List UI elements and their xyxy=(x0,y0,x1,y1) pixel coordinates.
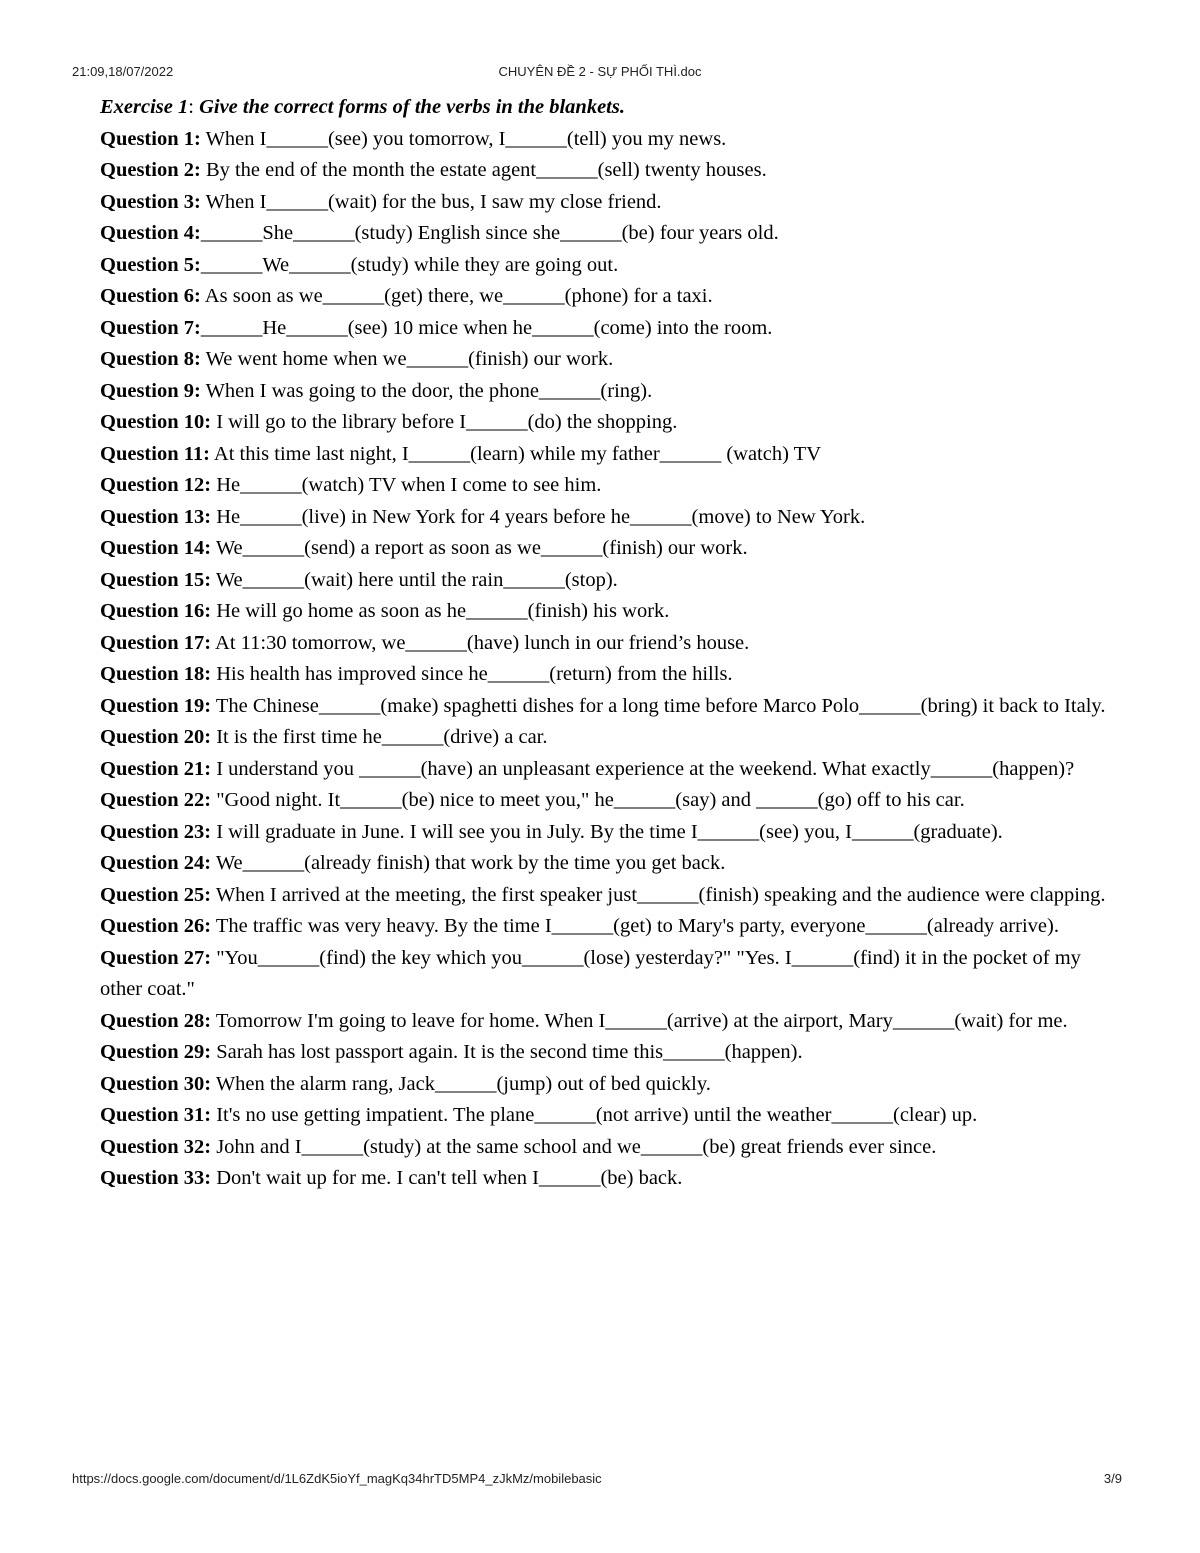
question-text: When I______(wait) for the bus, I saw my close friend. xyxy=(200,190,662,213)
question-label: Question 2: xyxy=(100,159,201,181)
question-text: I will go to the library before I______(do) the shopping. xyxy=(211,411,678,433)
question-label: Question 28: xyxy=(100,1009,212,1032)
question-label: Question 3: xyxy=(100,190,201,213)
question-text: He______(watch) TV when I come to see him. xyxy=(211,474,602,496)
question-item xyxy=(100,344,1110,376)
question-text: Tomorrow I'm going to leave for home. When I______(arrive) at the airport, Mary______(wait) for me. xyxy=(211,1009,1068,1032)
exercise-label: Exercise 1 xyxy=(100,96,189,118)
document-title: CHUYÊN ĐỀ 2 - SỰ PHỐI THÌ.doc xyxy=(498,64,702,79)
question-label: Question 25: xyxy=(100,883,212,906)
question-item xyxy=(100,565,1110,597)
question-item xyxy=(100,722,1110,754)
question-item xyxy=(100,659,1110,691)
question-item xyxy=(100,1037,1110,1069)
question-label: Question 27: xyxy=(100,946,212,969)
print-datetime: 21:09,18/07/2022 xyxy=(72,64,174,79)
question-item xyxy=(100,313,1110,345)
question-label: Question 6: xyxy=(100,285,201,307)
question-text: We______(wait) here until the rain______(stop). xyxy=(211,568,618,591)
question-text: John and I______(study) at the same school and we______(be) great friends ever since. xyxy=(211,1135,937,1158)
question-item xyxy=(100,1132,1110,1164)
question-text: We went home when we______(finish) our work. xyxy=(200,348,614,370)
question-item xyxy=(100,218,1110,250)
question-item xyxy=(100,1163,1110,1195)
question-item xyxy=(100,785,1110,817)
question-item xyxy=(100,596,1110,628)
question-label: Question 8: xyxy=(100,348,201,370)
question-label: Question 21: xyxy=(100,757,212,780)
question-item xyxy=(100,407,1110,439)
question-text: As soon as we______(get) there, we______(phone) for a taxi. xyxy=(200,285,713,307)
question-label: Question 33: xyxy=(100,1167,212,1189)
question-item xyxy=(100,817,1110,849)
exercise-heading xyxy=(100,92,1110,124)
question-label: Question 5: xyxy=(100,253,201,276)
question-text: I will graduate in June. I will see you in July. By the time I______(see) you, I______(graduate). xyxy=(211,820,1003,843)
question-label: Question 19: xyxy=(100,694,212,717)
question-label: Question 7: xyxy=(100,316,201,339)
question-item xyxy=(100,1100,1110,1132)
question-item xyxy=(100,1069,1110,1101)
question-item xyxy=(100,1006,1110,1038)
question-text: It's no use getting impatient. The plane______(not arrive) until the weather______(clear) up. xyxy=(211,1104,978,1126)
question-item xyxy=(100,943,1110,1006)
question-item xyxy=(100,124,1110,156)
question-item xyxy=(100,187,1110,219)
question-label: Question 22: xyxy=(100,789,212,811)
question-label: Question 4: xyxy=(100,222,201,244)
question-text: When the alarm rang, Jack______(jump) out of bed quickly. xyxy=(211,1072,711,1095)
question-item xyxy=(100,155,1110,187)
question-text: The traffic was very heavy. By the time I______(get) to Mary's party, everyone______(already arrive). xyxy=(211,915,1059,937)
question-label: Question 26: xyxy=(100,915,212,937)
question-text: When I arrived at the meeting, the first speaker just______(finish) speaking and the audience were clapping. xyxy=(211,883,1106,906)
question-item xyxy=(100,628,1110,660)
question-label: Question 1: xyxy=(100,127,201,150)
question-label: Question 17: xyxy=(100,631,212,654)
exercise-instruction: Give the correct forms of the verbs in the blankets. xyxy=(199,96,625,118)
question-text: His health has improved since he______(return) from the hills. xyxy=(211,663,733,685)
question-text: I understand you ______(have) an unpleasant experience at the weekend. What exactly______(happen)? xyxy=(211,757,1075,780)
question-label: Question 9: xyxy=(100,379,201,402)
question-text: ______We______(study) while they are going out. xyxy=(200,253,619,276)
question-item xyxy=(100,754,1110,786)
exercise-colon: : xyxy=(188,96,200,118)
page-number: 3/9 xyxy=(1103,1471,1122,1486)
question-label: Question 16: xyxy=(100,600,212,622)
question-label: Question 13: xyxy=(100,505,212,528)
question-text: By the end of the month the estate agent______(sell) twenty houses. xyxy=(200,159,767,181)
question-text: He will go home as soon as he______(finish) his work. xyxy=(211,600,670,622)
question-item xyxy=(100,533,1110,565)
question-text: He______(live) in New York for 4 years before he______(move) to New York. xyxy=(211,505,866,528)
question-label: Question 14: xyxy=(100,537,212,559)
question-label: Question 11: xyxy=(100,442,210,465)
question-label: Question 29: xyxy=(100,1041,212,1063)
question-text: We______(already finish) that work by the time you get back. xyxy=(211,852,726,874)
question-label: Question 20: xyxy=(100,726,212,748)
question-item xyxy=(100,439,1110,471)
question-label: Question 10: xyxy=(100,411,212,433)
document-url[interactable]: https://docs.google.com/document/d/1L6ZdK5ioYf_magKq34hrTD5MP4_zJkMz/mobilebasic xyxy=(72,1471,602,1486)
question-label: Question 15: xyxy=(100,568,212,591)
question-label: Question 24: xyxy=(100,852,212,874)
question-text: The Chinese______(make) spaghetti dishes for a long time before Marco Polo______(bring) it back to Italy. xyxy=(211,694,1106,717)
question-item xyxy=(100,691,1110,723)
question-text: ______He______(see) 10 mice when he______(come) into the room. xyxy=(200,316,773,339)
question-text: At this time last night, I______(learn) while my father______ (watch) TV xyxy=(209,442,821,465)
question-item xyxy=(100,281,1110,313)
question-text: "Good night. It______(be) nice to meet you," he______(say) and ______(go) off to his car. xyxy=(211,789,965,811)
question-item xyxy=(100,502,1110,534)
question-label: Question 30: xyxy=(100,1072,212,1095)
question-item xyxy=(100,250,1110,282)
question-item xyxy=(100,376,1110,408)
document-body xyxy=(100,92,1110,1195)
question-item xyxy=(100,880,1110,912)
question-item xyxy=(100,470,1110,502)
question-label: Question 18: xyxy=(100,663,212,685)
question-text: "You______(find) the key which you______(lose) yesterday?" "Yes. I______(find) it in the pocket of my other coat." xyxy=(100,946,1081,1000)
question-label: Question 12: xyxy=(100,474,212,496)
question-text: ______She______(study) English since she______(be) four years old. xyxy=(200,222,779,244)
question-text: It is the first time he______(drive) a car. xyxy=(211,726,548,748)
question-label: Question 32: xyxy=(100,1135,212,1158)
question-item xyxy=(100,911,1110,943)
question-list xyxy=(100,124,1110,1195)
question-label: Question 23: xyxy=(100,820,212,843)
question-text: When I was going to the door, the phone______(ring). xyxy=(200,379,653,402)
question-text: We______(send) a report as soon as we______(finish) our work. xyxy=(211,537,748,559)
question-text: Don't wait up for me. I can't tell when I______(be) back. xyxy=(211,1167,683,1189)
question-item xyxy=(100,848,1110,880)
question-text: At 11:30 tomorrow, we______(have) lunch in our friend’s house. xyxy=(211,631,750,654)
question-text: When I______(see) you tomorrow, I______(tell) you my news. xyxy=(200,127,727,150)
question-label: Question 31: xyxy=(100,1104,212,1126)
question-text: Sarah has lost passport again. It is the second time this______(happen). xyxy=(211,1041,803,1063)
